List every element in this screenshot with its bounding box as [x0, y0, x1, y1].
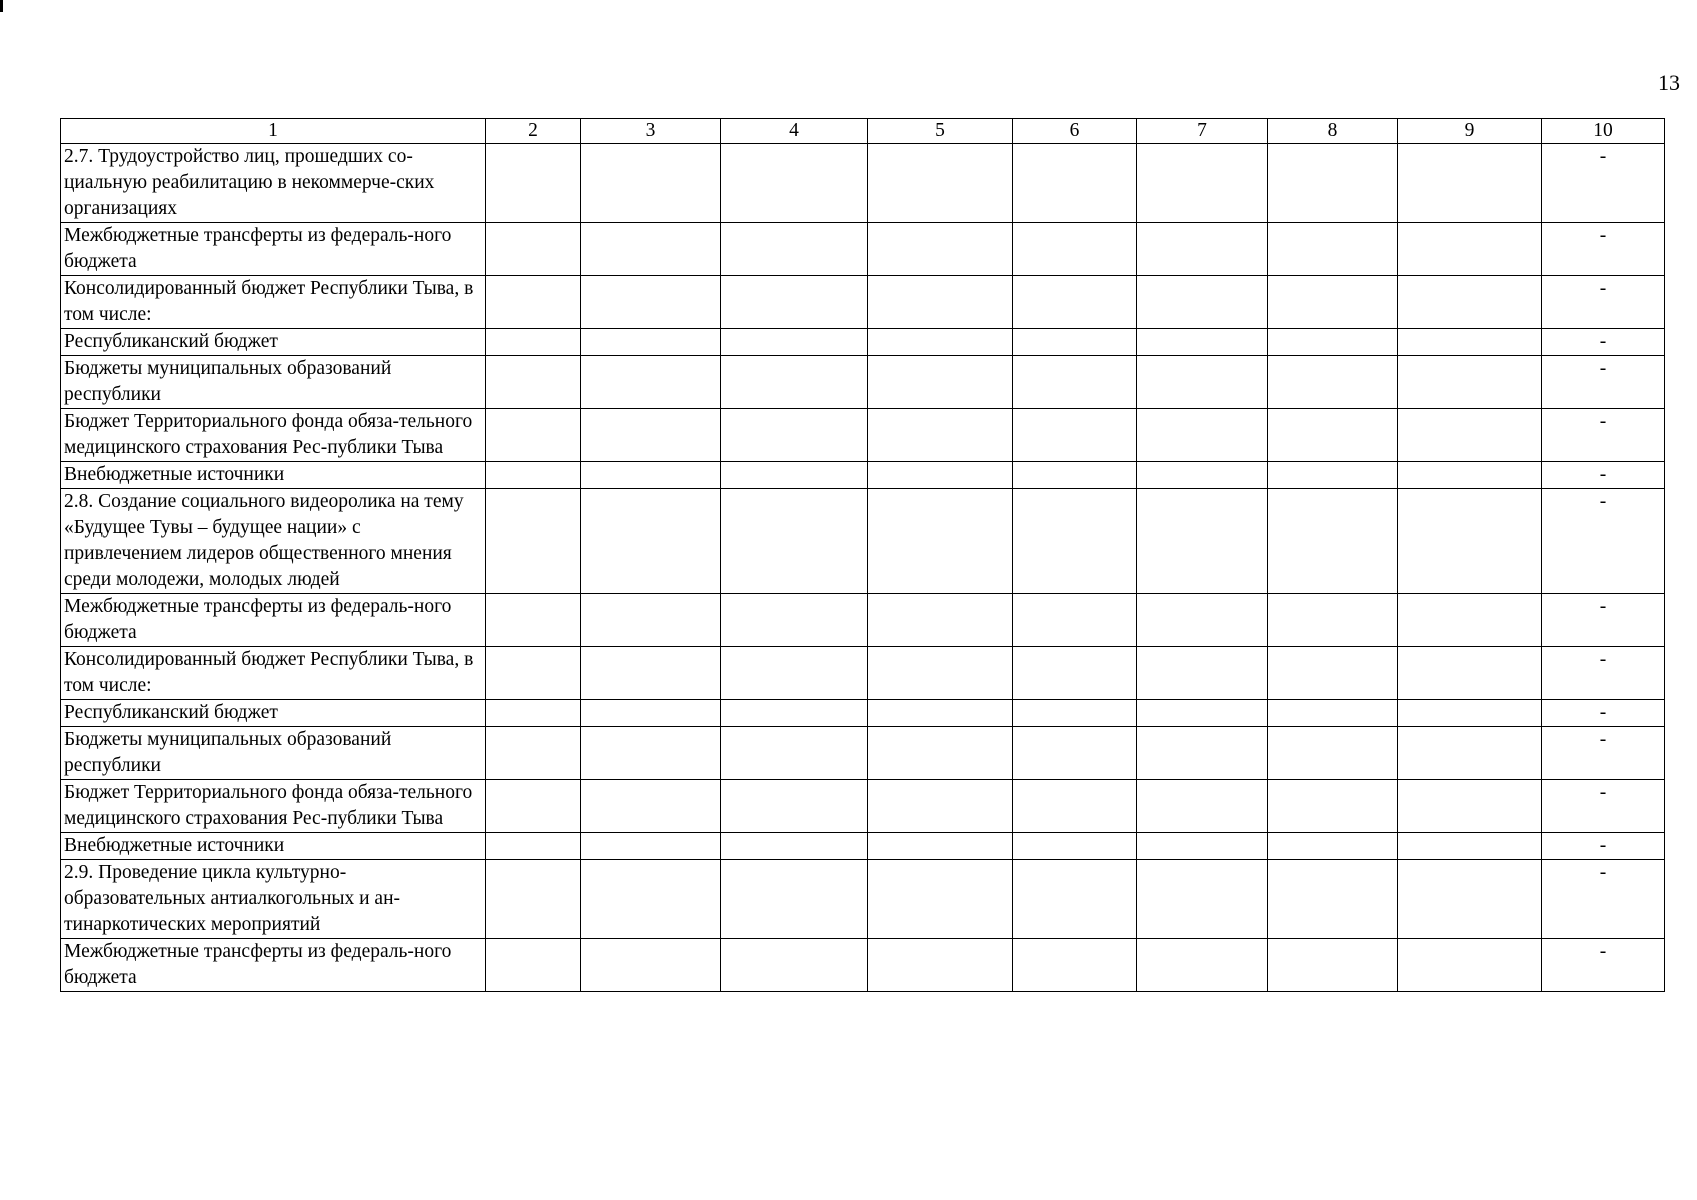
- empty-cell: [1013, 356, 1137, 409]
- empty-cell: [1398, 276, 1542, 329]
- empty-cell: [1137, 860, 1268, 939]
- empty-cell: [581, 833, 721, 860]
- row-label: Внебюджетные источники: [61, 462, 486, 489]
- row-label: Бюджеты муниципальных образований республики: [61, 727, 486, 780]
- empty-cell: [581, 223, 721, 276]
- row-label: Республиканский бюджет: [61, 700, 486, 727]
- column-10-value: -: [1542, 939, 1665, 992]
- empty-cell: [581, 700, 721, 727]
- empty-cell: [1268, 780, 1398, 833]
- column-10-value: -: [1542, 223, 1665, 276]
- empty-cell: [486, 276, 581, 329]
- table-row: [61, 409, 1665, 462]
- empty-cell: [581, 860, 721, 939]
- column-header: 2: [486, 119, 581, 144]
- empty-cell: [868, 462, 1013, 489]
- row-label: 2.9. Проведение цикла культурно-образовательных антиалкогольных и ан-тинаркотических мероприятий: [61, 860, 486, 939]
- empty-cell: [581, 647, 721, 700]
- empty-cell: [868, 144, 1013, 223]
- empty-cell: [581, 276, 721, 329]
- empty-cell: [1268, 329, 1398, 356]
- empty-cell: [486, 594, 581, 647]
- empty-cell: [1268, 356, 1398, 409]
- table-row: [61, 276, 1665, 329]
- empty-cell: [486, 489, 581, 594]
- empty-cell: [486, 939, 581, 992]
- empty-cell: [1013, 462, 1137, 489]
- empty-cell: [486, 223, 581, 276]
- empty-cell: [486, 647, 581, 700]
- table-row: [61, 144, 1665, 223]
- empty-cell: [1398, 356, 1542, 409]
- column-header: 8: [1268, 119, 1398, 144]
- row-label: 2.7. Трудоустройство лиц, прошедших со-циальную реабилитацию в некоммерче-ских организациях: [61, 144, 486, 223]
- empty-cell: [1137, 276, 1268, 329]
- empty-cell: [1137, 833, 1268, 860]
- empty-cell: [1268, 409, 1398, 462]
- empty-cell: [581, 329, 721, 356]
- empty-cell: [1013, 647, 1137, 700]
- empty-cell: [581, 780, 721, 833]
- empty-cell: [486, 462, 581, 489]
- empty-cell: [581, 462, 721, 489]
- empty-cell: [868, 939, 1013, 992]
- scan-mark: [0, 0, 3, 12]
- empty-cell: [721, 489, 868, 594]
- empty-cell: [1013, 489, 1137, 594]
- empty-cell: [721, 356, 868, 409]
- empty-cell: [1137, 939, 1268, 992]
- empty-cell: [1013, 144, 1137, 223]
- row-label: Бюджет Территориального фонда обяза-тельного медицинского страхования Рес-публики Тыва: [61, 409, 486, 462]
- table-row: [61, 223, 1665, 276]
- empty-cell: [581, 727, 721, 780]
- column-header: 7: [1137, 119, 1268, 144]
- empty-cell: [486, 700, 581, 727]
- column-10-value: -: [1542, 833, 1665, 860]
- empty-cell: [1398, 329, 1542, 356]
- empty-cell: [1268, 939, 1398, 992]
- empty-cell: [868, 833, 1013, 860]
- table-row: [61, 727, 1665, 780]
- empty-cell: [486, 356, 581, 409]
- empty-cell: [1268, 727, 1398, 780]
- empty-cell: [1013, 409, 1137, 462]
- column-10-value: -: [1542, 144, 1665, 223]
- empty-cell: [868, 409, 1013, 462]
- empty-cell: [868, 489, 1013, 594]
- column-10-value: -: [1542, 276, 1665, 329]
- empty-cell: [1268, 594, 1398, 647]
- empty-cell: [1013, 833, 1137, 860]
- empty-cell: [1398, 727, 1542, 780]
- table-row: [61, 860, 1665, 939]
- empty-cell: [1398, 223, 1542, 276]
- empty-cell: [1268, 700, 1398, 727]
- row-label: Межбюджетные трансферты из федераль-ного бюджета: [61, 594, 486, 647]
- empty-cell: [1398, 833, 1542, 860]
- column-10-value: -: [1542, 727, 1665, 780]
- empty-cell: [1398, 409, 1542, 462]
- empty-cell: [486, 780, 581, 833]
- empty-cell: [1137, 780, 1268, 833]
- empty-cell: [868, 276, 1013, 329]
- empty-cell: [1398, 780, 1542, 833]
- empty-cell: [1137, 409, 1268, 462]
- empty-cell: [868, 700, 1013, 727]
- empty-cell: [721, 833, 868, 860]
- empty-cell: [1013, 939, 1137, 992]
- empty-cell: [1013, 727, 1137, 780]
- row-label: Консолидированный бюджет Республики Тыва, в том числе:: [61, 647, 486, 700]
- empty-cell: [486, 860, 581, 939]
- empty-cell: [1268, 462, 1398, 489]
- column-header: 4: [721, 119, 868, 144]
- empty-cell: [721, 594, 868, 647]
- empty-cell: [1137, 489, 1268, 594]
- empty-cell: [868, 780, 1013, 833]
- column-10-value: -: [1542, 780, 1665, 833]
- empty-cell: [721, 223, 868, 276]
- empty-cell: [486, 727, 581, 780]
- empty-cell: [1398, 594, 1542, 647]
- table-body: [61, 144, 1665, 992]
- column-header: 5: [868, 119, 1013, 144]
- empty-cell: [721, 860, 868, 939]
- empty-cell: [1013, 329, 1137, 356]
- empty-cell: [1013, 223, 1137, 276]
- row-label: Межбюджетные трансферты из федераль-ного бюджета: [61, 223, 486, 276]
- table-row: [61, 939, 1665, 992]
- empty-cell: [1013, 860, 1137, 939]
- column-10-value: -: [1542, 462, 1665, 489]
- column-header: 9: [1398, 119, 1542, 144]
- empty-cell: [868, 647, 1013, 700]
- empty-cell: [1137, 647, 1268, 700]
- empty-cell: [486, 144, 581, 223]
- row-label: 2.8. Создание социального видеоролика на тему «Будущее Тувы – будущее нации» с привлечением лидеров общественного мнения среди молодежи, молодых людей: [61, 489, 486, 594]
- column-header: 1: [61, 119, 486, 144]
- empty-cell: [721, 409, 868, 462]
- empty-cell: [1268, 489, 1398, 594]
- table-row: [61, 780, 1665, 833]
- empty-cell: [486, 833, 581, 860]
- empty-cell: [1398, 860, 1542, 939]
- empty-cell: [1268, 833, 1398, 860]
- empty-cell: [721, 727, 868, 780]
- empty-cell: [721, 276, 868, 329]
- column-10-value: -: [1542, 356, 1665, 409]
- column-header: 6: [1013, 119, 1137, 144]
- empty-cell: [1137, 594, 1268, 647]
- empty-cell: [1013, 700, 1137, 727]
- table-row: [61, 356, 1665, 409]
- empty-cell: [721, 462, 868, 489]
- column-header: 10: [1542, 119, 1665, 144]
- empty-cell: [1137, 223, 1268, 276]
- row-label: Межбюджетные трансферты из федераль-ного бюджета: [61, 939, 486, 992]
- budget-table: [60, 118, 1665, 992]
- row-label: Бюджеты муниципальных образований республики: [61, 356, 486, 409]
- empty-cell: [486, 409, 581, 462]
- empty-cell: [1398, 462, 1542, 489]
- empty-cell: [1013, 276, 1137, 329]
- empty-cell: [868, 329, 1013, 356]
- header-row: [61, 119, 1665, 144]
- empty-cell: [721, 700, 868, 727]
- empty-cell: [868, 356, 1013, 409]
- column-10-value: -: [1542, 329, 1665, 356]
- empty-cell: [721, 144, 868, 223]
- empty-cell: [1137, 462, 1268, 489]
- table-row: [61, 594, 1665, 647]
- empty-cell: [581, 939, 721, 992]
- empty-cell: [486, 329, 581, 356]
- empty-cell: [868, 594, 1013, 647]
- empty-cell: [1268, 144, 1398, 223]
- column-10-value: -: [1542, 860, 1665, 939]
- empty-cell: [868, 727, 1013, 780]
- empty-cell: [1137, 727, 1268, 780]
- empty-cell: [1137, 144, 1268, 223]
- empty-cell: [1398, 647, 1542, 700]
- column-header: 3: [581, 119, 721, 144]
- table-row: [61, 489, 1665, 594]
- empty-cell: [581, 356, 721, 409]
- row-label: Консолидированный бюджет Республики Тыва, в том числе:: [61, 276, 486, 329]
- row-label: Внебюджетные источники: [61, 833, 486, 860]
- column-10-value: -: [1542, 409, 1665, 462]
- empty-cell: [581, 409, 721, 462]
- empty-cell: [581, 144, 721, 223]
- row-label: Бюджет Территориального фонда обяза-тельного медицинского страхования Рес-публики Тыва: [61, 780, 486, 833]
- column-10-value: -: [1542, 700, 1665, 727]
- empty-cell: [1268, 276, 1398, 329]
- empty-cell: [1137, 356, 1268, 409]
- empty-cell: [581, 489, 721, 594]
- empty-cell: [1398, 489, 1542, 594]
- table-row: [61, 647, 1665, 700]
- empty-cell: [1268, 647, 1398, 700]
- table-row: [61, 700, 1665, 727]
- empty-cell: [721, 329, 868, 356]
- empty-cell: [1398, 700, 1542, 727]
- empty-cell: [868, 223, 1013, 276]
- row-label: Республиканский бюджет: [61, 329, 486, 356]
- table-row: [61, 462, 1665, 489]
- empty-cell: [581, 594, 721, 647]
- empty-cell: [868, 860, 1013, 939]
- table-row: [61, 833, 1665, 860]
- column-10-value: -: [1542, 594, 1665, 647]
- column-10-value: -: [1542, 647, 1665, 700]
- empty-cell: [721, 647, 868, 700]
- empty-cell: [1268, 860, 1398, 939]
- empty-cell: [721, 939, 868, 992]
- empty-cell: [1398, 144, 1542, 223]
- column-10-value: -: [1542, 489, 1665, 594]
- table-row: [61, 329, 1665, 356]
- empty-cell: [721, 780, 868, 833]
- empty-cell: [1398, 939, 1542, 992]
- page-number: 13: [1658, 70, 1680, 95]
- empty-cell: [1137, 700, 1268, 727]
- empty-cell: [1268, 223, 1398, 276]
- empty-cell: [1137, 329, 1268, 356]
- empty-cell: [1013, 594, 1137, 647]
- empty-cell: [1013, 780, 1137, 833]
